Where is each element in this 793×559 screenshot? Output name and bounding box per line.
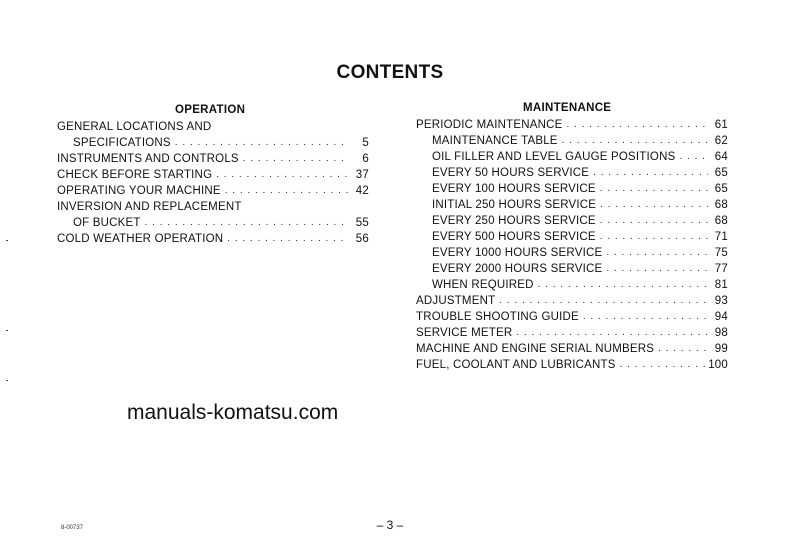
toc-entry bbox=[416, 181, 728, 197]
toc-entry bbox=[57, 119, 369, 135]
toc-entry-label: OF BUCKET bbox=[73, 217, 141, 229]
toc-entry-page: 62 bbox=[714, 135, 728, 147]
toc-entry-page: 98 bbox=[714, 327, 728, 339]
leader-dots bbox=[223, 231, 349, 247]
leader-dots bbox=[602, 261, 708, 277]
toc-entry bbox=[416, 165, 728, 181]
toc-entry bbox=[416, 357, 728, 373]
toc-entry bbox=[57, 167, 369, 183]
page-number: – 3 – bbox=[376, 518, 404, 532]
toc-entry-label: MACHINE AND ENGINE SERIAL NUMBERS bbox=[416, 343, 655, 355]
toc-entry-label: MAINTENANCE TABLE bbox=[432, 135, 558, 147]
toc-entry bbox=[57, 199, 369, 215]
toc-entry-label: OIL FILLER AND LEVEL GAUGE POSITIONS bbox=[432, 151, 676, 163]
leader-dots bbox=[616, 357, 708, 373]
leader-dots bbox=[171, 135, 349, 151]
toc-entry-page: 5 bbox=[362, 137, 369, 149]
toc-entry-label: ADJUSTMENT bbox=[416, 295, 496, 307]
toc-entry-page: 81 bbox=[714, 279, 728, 291]
toc-entry-page: 61 bbox=[714, 119, 728, 131]
toc-entry bbox=[57, 135, 369, 151]
toc-entry-label: CHECK BEFORE STARTING bbox=[57, 169, 213, 181]
margin-mark bbox=[6, 380, 8, 381]
leader-dots bbox=[212, 167, 349, 183]
toc-entry bbox=[416, 277, 728, 293]
toc-entry bbox=[57, 231, 369, 247]
toc-entry bbox=[57, 183, 369, 199]
toc-entry-page: 6 bbox=[362, 153, 369, 165]
leader-dots bbox=[602, 245, 708, 261]
toc-entry bbox=[416, 341, 728, 357]
toc-entry bbox=[416, 245, 728, 261]
toc-entry-label: EVERY 250 HOURS SERVICE bbox=[432, 215, 596, 227]
contents-title: CONTENTS bbox=[336, 62, 444, 83]
toc-entry-label: EVERY 100 HOURS SERVICE bbox=[432, 183, 596, 195]
toc-entry bbox=[416, 229, 728, 245]
document-code: 8-00737 bbox=[61, 525, 84, 531]
toc-entry-label: EVERY 1000 HOURS SERVICE bbox=[432, 247, 603, 259]
toc-entry bbox=[416, 149, 728, 165]
leader-dots bbox=[596, 197, 708, 213]
toc-entry-label: PERIODIC MAINTENANCE bbox=[416, 119, 563, 131]
toc-entry-page: 100 bbox=[708, 359, 728, 371]
toc-entry-label: SPECIFICATIONS bbox=[73, 137, 171, 149]
toc-entry bbox=[416, 133, 728, 149]
leader-dots bbox=[558, 133, 708, 149]
toc-entry bbox=[416, 261, 728, 277]
leader-dots bbox=[675, 149, 708, 165]
leader-dots bbox=[141, 215, 349, 231]
toc-entry-label: WHEN REQUIRED bbox=[432, 279, 534, 291]
toc-entry-label: INSTRUMENTS AND CONTROLS bbox=[57, 153, 239, 165]
toc-entry-page: 77 bbox=[714, 263, 728, 275]
toc-entry-label: EVERY 50 HOURS SERVICE bbox=[432, 167, 590, 179]
toc-entry-page: 56 bbox=[355, 233, 369, 245]
toc-entry-page: 42 bbox=[355, 185, 369, 197]
toc-entry-page: 65 bbox=[714, 167, 728, 179]
toc-entry-page: 68 bbox=[714, 215, 728, 227]
toc-entry bbox=[416, 293, 728, 309]
leader-dots bbox=[596, 181, 708, 197]
operation-toc bbox=[57, 119, 369, 247]
leader-dots bbox=[589, 165, 708, 181]
toc-entry bbox=[416, 213, 728, 229]
toc-entry-label: TROUBLE SHOOTING GUIDE bbox=[416, 311, 579, 323]
leader-dots bbox=[596, 213, 708, 229]
leader-dots bbox=[512, 325, 708, 341]
toc-entry-page: 94 bbox=[714, 311, 728, 323]
toc-entry-label: INITIAL 250 HOURS SERVICE bbox=[432, 199, 597, 211]
toc-entry-page: 68 bbox=[714, 199, 728, 211]
toc-entry-page: 71 bbox=[714, 231, 728, 243]
watermark-url: manuals-komatsu.com bbox=[127, 401, 339, 424]
toc-entry bbox=[416, 197, 728, 213]
leader-dots bbox=[654, 341, 708, 357]
leader-dots bbox=[579, 309, 708, 325]
toc-entry-label: EVERY 500 HOURS SERVICE bbox=[432, 231, 596, 243]
toc-entry-page: 75 bbox=[714, 247, 728, 259]
toc-entry-page: 99 bbox=[714, 343, 728, 355]
toc-entry-page: 64 bbox=[714, 151, 728, 163]
leader-dots bbox=[221, 183, 349, 199]
toc-entry-label: INVERSION AND REPLACEMENT bbox=[57, 201, 242, 213]
leader-dots bbox=[239, 151, 349, 167]
maintenance-toc bbox=[416, 117, 728, 373]
toc-entry bbox=[57, 151, 369, 167]
toc-entry bbox=[416, 309, 728, 325]
toc-entry-page: 93 bbox=[714, 295, 728, 307]
toc-entry bbox=[416, 325, 728, 341]
toc-entry bbox=[57, 215, 369, 231]
margin-mark bbox=[6, 240, 8, 241]
toc-entry-label: OPERATING YOUR MACHINE bbox=[57, 185, 221, 197]
toc-entry-label: EVERY 2000 HOURS SERVICE bbox=[432, 263, 603, 275]
margin-mark bbox=[6, 330, 8, 331]
leader-dots bbox=[596, 229, 708, 245]
toc-entry-label: GENERAL LOCATIONS AND bbox=[57, 121, 212, 133]
maintenance-heading: MAINTENANCE bbox=[523, 102, 612, 114]
toc-entry-page: 37 bbox=[355, 169, 369, 181]
toc-entry-page: 65 bbox=[714, 183, 728, 195]
leader-dots bbox=[563, 117, 709, 133]
operation-heading: OPERATION bbox=[175, 104, 246, 116]
toc-entry-label: FUEL, COOLANT AND LUBRICANTS bbox=[416, 359, 616, 371]
leader-dots bbox=[534, 277, 708, 293]
toc-entry bbox=[416, 117, 728, 133]
leader-dots bbox=[495, 293, 708, 309]
toc-entry-page: 55 bbox=[355, 217, 369, 229]
toc-entry-label: COLD WEATHER OPERATION bbox=[57, 233, 224, 245]
toc-entry-label: SERVICE METER bbox=[416, 327, 513, 339]
